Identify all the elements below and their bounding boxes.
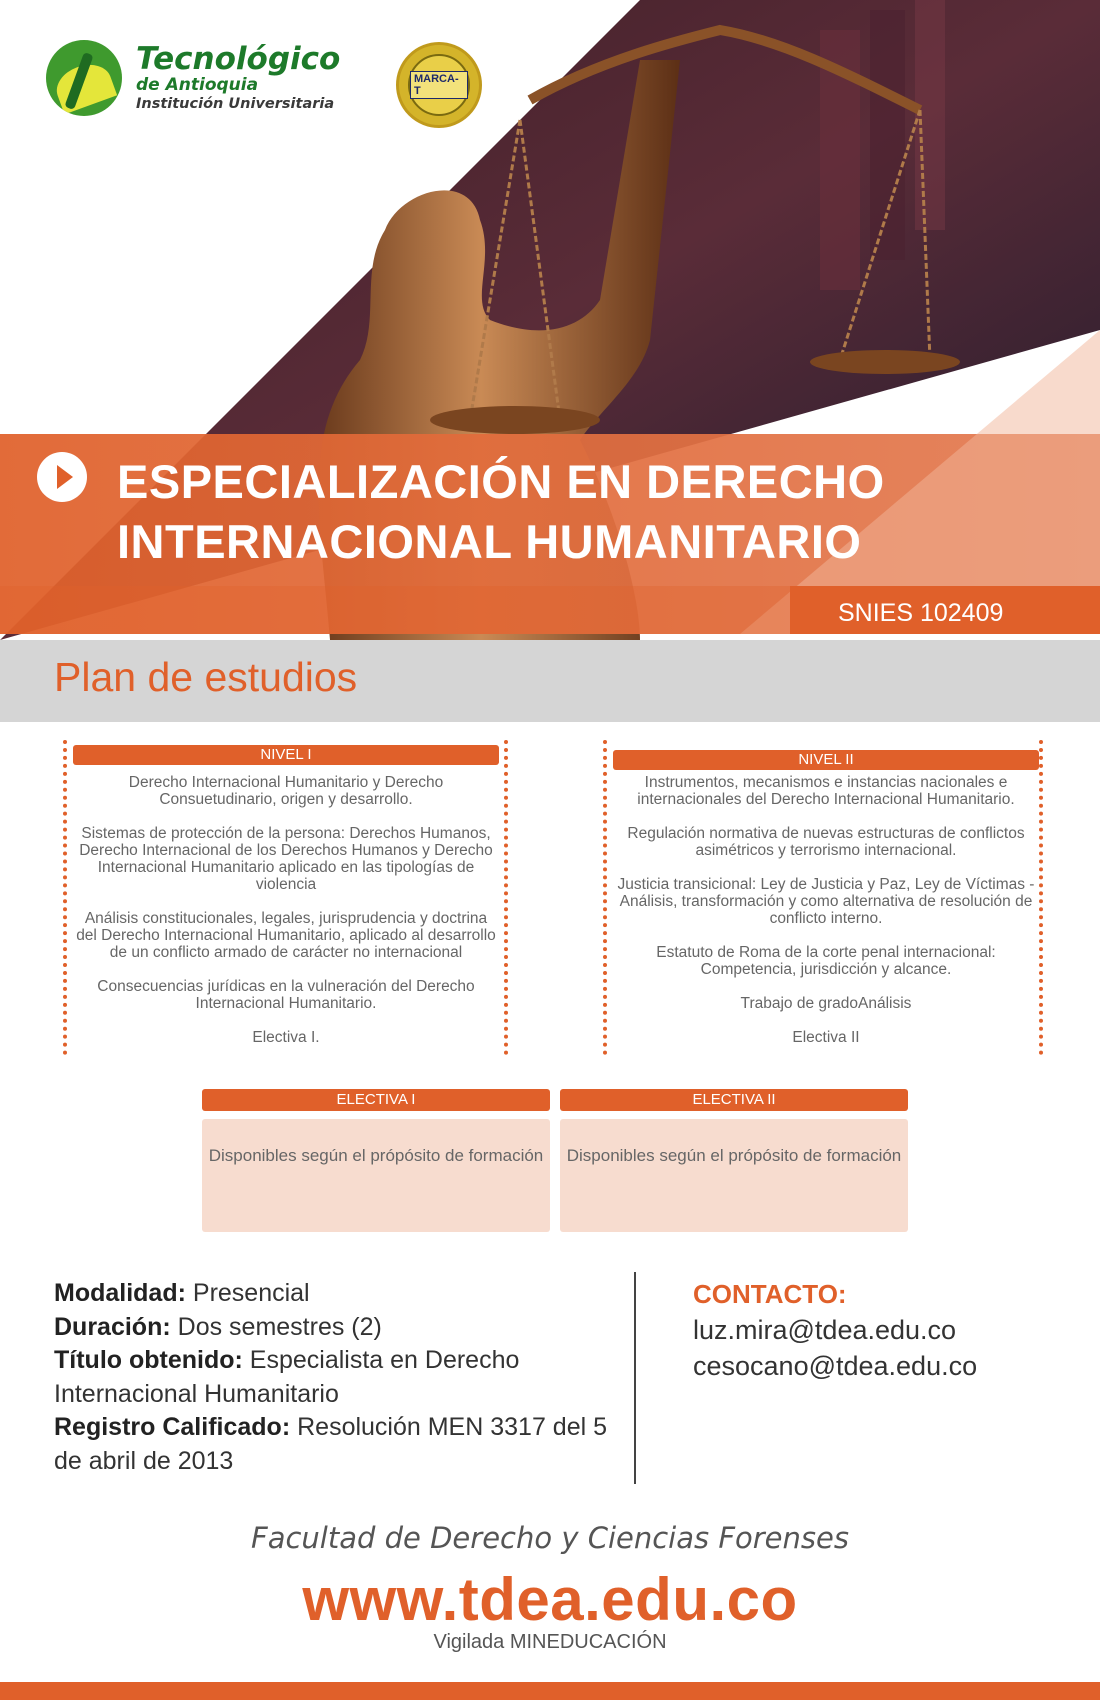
- list-item: Estatuto de Roma de la corte penal internacional: Competencia, jurisdicción y alcance.: [656, 944, 996, 978]
- logo-tagline: Institución Universitaria: [136, 96, 335, 113]
- titulo-label: Título obtenido:: [54, 1346, 243, 1374]
- seal-inner: [408, 54, 470, 116]
- electiva-1-card: [202, 1089, 550, 1232]
- duracion-value: Dos semestres (2): [177, 1312, 382, 1341]
- page-title: ESPECIALIZACIÓN EN DERECHO INTERNACIONAL HUMANITARIO: [117, 455, 885, 568]
- list-item: Análisis constitucionales, legales, jurisprudencia y doctrina del Derecho Internacional Humanitario, aplicado al desarrollo de un conflicto armado de carácter no internacional: [76, 910, 496, 961]
- chevron-right-icon: [37, 452, 87, 502]
- website-link[interactable]: www.tdea.edu.co: [302, 1566, 798, 1633]
- titulo-value: Especialista en Derecho Internacional Humanitario: [54, 1346, 520, 1408]
- divider: [634, 1272, 636, 1484]
- nivel-1-list: [73, 774, 499, 1063]
- list-item: Electiva I.: [252, 1029, 320, 1046]
- modalidad-label: Modalidad:: [54, 1279, 186, 1307]
- electiva-1-header: ELECTIVA I: [202, 1089, 550, 1111]
- program-details: [54, 1277, 614, 1478]
- modalidad-value: Presencial: [192, 1279, 310, 1307]
- electiva-2-header: ELECTIVA II: [560, 1089, 908, 1111]
- arrow-glyph: [57, 465, 73, 489]
- electiva-1-text: Disponibles según el própósito de formación: [202, 1119, 550, 1232]
- vigilada-note: Vigilada MINEDUCACIÓN: [433, 1631, 667, 1653]
- registro-label: Registro Calificado:: [54, 1413, 291, 1441]
- nivel-1-header: NIVEL I: [73, 745, 499, 765]
- logo-text: [136, 41, 341, 113]
- duracion-label: Duración:: [54, 1312, 171, 1341]
- logo-name: Tecnológico: [136, 41, 341, 78]
- titulo-row: [54, 1344, 614, 1411]
- seal-label: MARCA-T: [410, 71, 468, 99]
- nivel-2-list: [613, 774, 1039, 1063]
- list-item: Derecho Internacional Humanitario y Derecho Consuetudinario, origen y desarrollo.: [128, 774, 444, 808]
- nivel-2-block: [603, 740, 1043, 1055]
- duracion-row: [54, 1311, 614, 1345]
- hero-banner: [0, 0, 1100, 640]
- logo-emblem-icon: [46, 40, 122, 116]
- faculty-name: Facultad de Derecho y Ciencias Forenses: [251, 1521, 849, 1555]
- list-item: Instrumentos, mecanismos e instancias nacionales e internacionales del Derecho Internacional Humanitario.: [637, 774, 1015, 808]
- plan-title: Plan de estudios: [54, 654, 358, 700]
- contact-email-link[interactable]: luz.mira@tdea.edu.co: [693, 1315, 957, 1345]
- nivel-2-header: NIVEL II: [613, 750, 1039, 770]
- list-item: Sistemas de protección de la persona: Derechos Humanos, Derecho Internacional de los Derechos Humanos y Derecho Internacional Humanitario aplicado en las tipologías de violencia: [79, 825, 493, 893]
- registro-row: [54, 1411, 614, 1478]
- accreditation-seal: [396, 42, 482, 128]
- contact-block: [693, 1277, 977, 1384]
- modalidad-row: [54, 1277, 614, 1311]
- list-item: Justicia transicional: Ley de Justicia y Paz, Ley de Víctimas - Análisis, transformación y como alternativa de resolución de conflicto interno.: [617, 876, 1035, 927]
- list-item: Trabajo de gradoAnálisis: [740, 995, 912, 1012]
- contact-email-link[interactable]: cesocano@tdea.edu.co: [693, 1351, 978, 1381]
- nivel-1-block: [63, 740, 508, 1055]
- list-item: Electiva II: [792, 1029, 860, 1046]
- contact-label: CONTACTO:: [693, 1279, 847, 1309]
- institution-logo[interactable]: [46, 40, 340, 116]
- electiva-2-card: [560, 1089, 908, 1232]
- logo-subtitle: de Antioquia: [136, 75, 259, 96]
- registro-value: Resolución MEN 3317 del 5 de abril de 2013: [54, 1413, 608, 1475]
- bottom-bar: [0, 1682, 1100, 1700]
- list-item: Regulación normativa de nuevas estructuras de conflictos asimétricos y terrorismo internacional.: [627, 825, 1025, 859]
- snies-code: SNIES 102409: [838, 599, 1004, 627]
- electiva-2-text: Disponibles según el própósito de formación: [560, 1119, 908, 1232]
- list-item: Consecuencias jurídicas en la vulneración del Derecho Internacional Humanitario.: [97, 978, 475, 1012]
